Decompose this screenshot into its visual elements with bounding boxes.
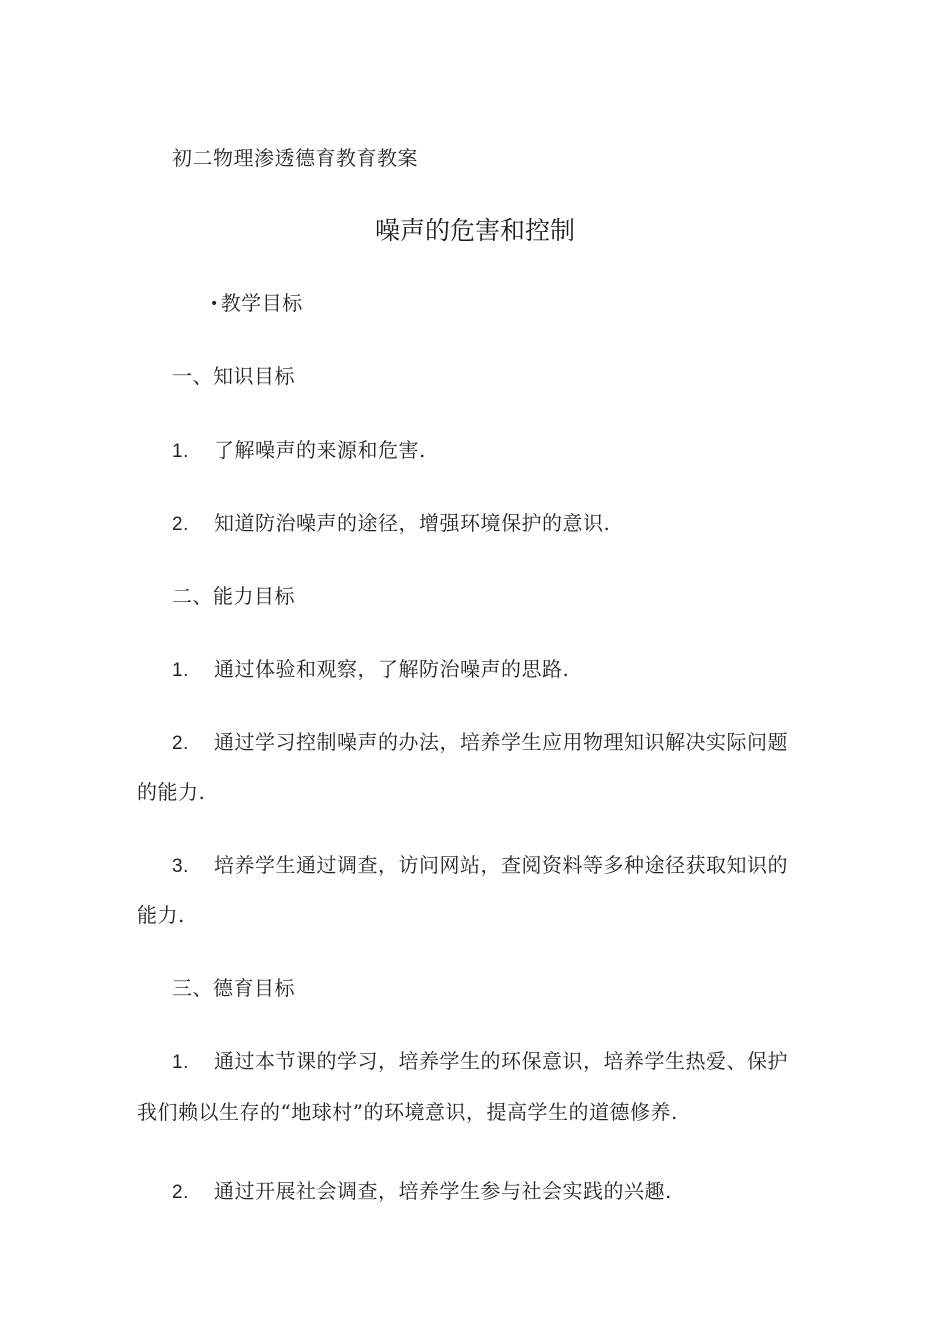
document-label: 初二物理渗透德育教育教案 — [172, 146, 418, 170]
item-text: 通过开展社会调查，培养学生参与社会实践的兴趣. — [214, 1179, 672, 1203]
page-title: 噪声的危害和控制 — [374, 216, 575, 245]
item-number: 2. — [172, 1182, 189, 1203]
list-item — [172, 657, 569, 683]
list-item — [172, 1049, 788, 1075]
item-number: 1. — [172, 1052, 189, 1073]
list-item — [172, 853, 788, 879]
item-number: 3. — [172, 856, 189, 877]
item-text: 培养学生通过调查，访问网站，查阅资料等多种途径获取知识的 — [214, 853, 788, 877]
item-number: 1. — [172, 441, 189, 462]
item-number: 2. — [172, 733, 189, 754]
item-text: 通过学习控制噪声的办法，培养学生应用物理知识解决实际问题 — [214, 730, 788, 754]
item-number: 1. — [172, 660, 189, 681]
ability-heading: 二、能力目标 — [172, 584, 295, 608]
knowledge-heading: 一、知识目标 — [172, 364, 295, 388]
list-item — [172, 730, 788, 756]
item-text: 了解噪声的来源和危害. — [214, 438, 426, 462]
item-continuation: 我们赖以生存的“地球村”的环境意识，提高学生的道德修养. — [137, 1100, 678, 1124]
item-text: 知道防治噪声的途径，增强环境保护的意识. — [214, 511, 611, 535]
section-heading-text: 教学目标 — [220, 291, 303, 315]
item-text: 通过本节课的学习，培养学生的环保意识，培养学生热爱、保护 — [214, 1049, 788, 1073]
item-number: 2. — [172, 514, 189, 535]
section-heading — [210, 291, 303, 316]
item-continuation: 的能力. — [137, 780, 206, 804]
list-item — [172, 438, 426, 464]
list-item — [172, 1179, 672, 1205]
item-text: 通过体验和观察，了解防治噪声的思路. — [214, 657, 570, 681]
list-item — [172, 511, 610, 537]
moral-heading: 三、德育目标 — [172, 976, 295, 1000]
bullet-icon: • — [210, 296, 219, 312]
item-continuation: 能力. — [137, 903, 185, 927]
